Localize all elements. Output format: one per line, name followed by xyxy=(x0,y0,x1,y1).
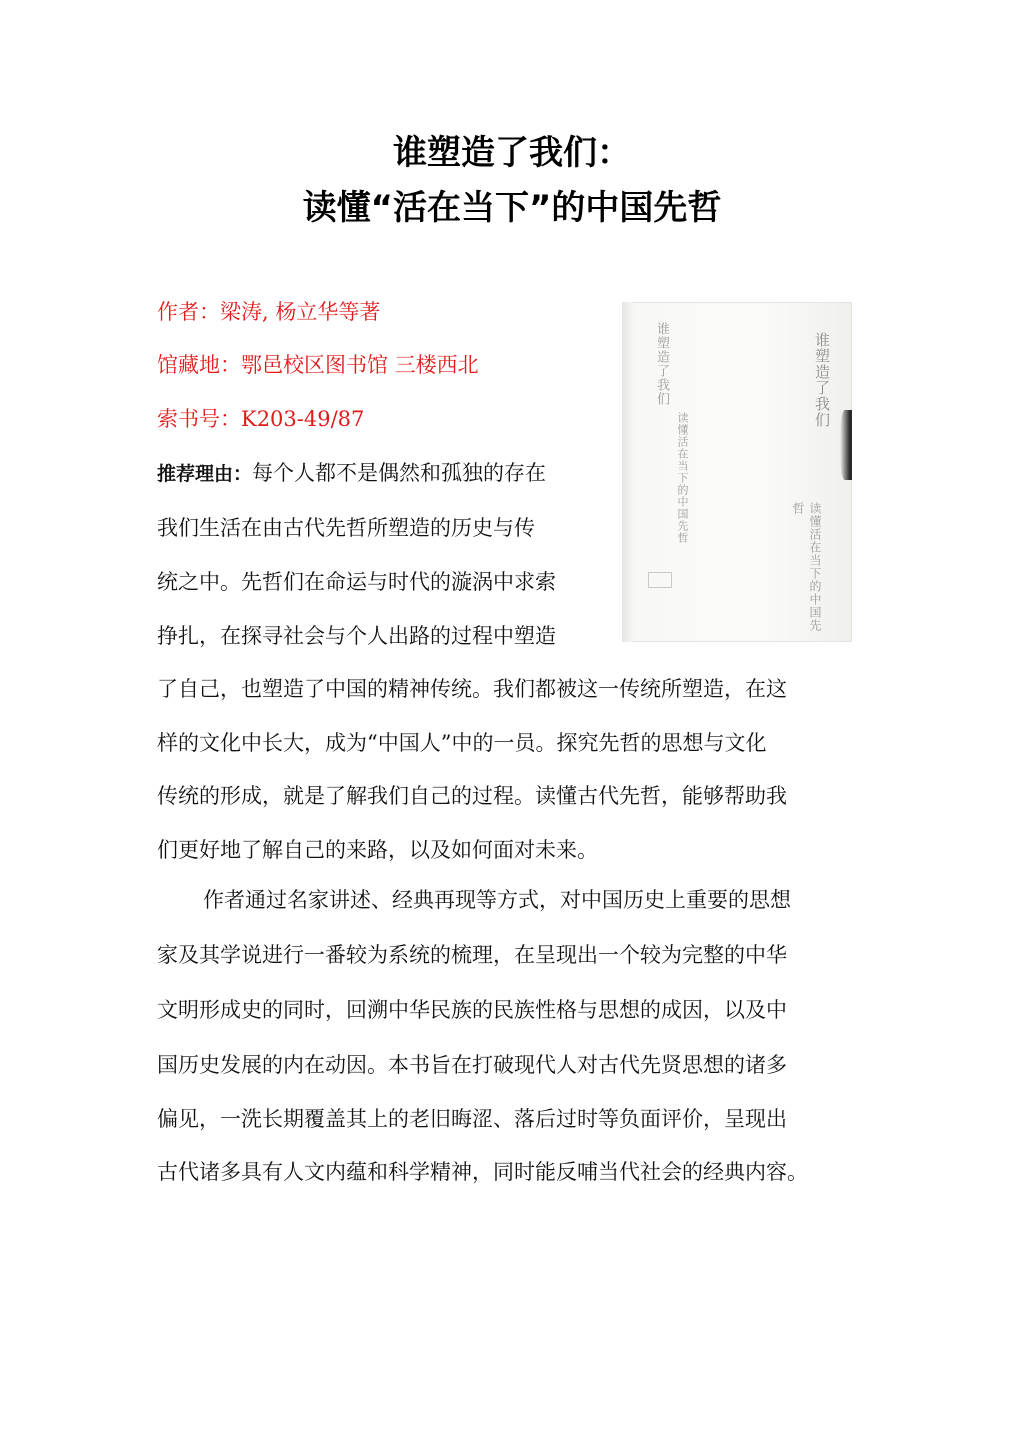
publisher-logo xyxy=(648,572,672,588)
recommendation-line: 我们生活在由古代先哲所塑造的历史与传 xyxy=(157,516,535,540)
spine-title: 谁塑造了我们 xyxy=(654,322,669,406)
recommendation-text: 每个人都不是偶然和孤独的存在 xyxy=(252,461,547,485)
paragraph-line: 古代诸多具有人文内蕴和科学精神，同时能反哺当代社会的经典内容。 xyxy=(157,1160,808,1184)
paragraph-line: 文明形成史的同时，回溯中华民族的民族性格与思想的成因，以及中 xyxy=(157,998,787,1022)
book-spine xyxy=(622,302,632,642)
library-location: 馆藏地：鄂邑校区图书馆 三楼西北 xyxy=(157,353,479,377)
author-info: 作者：梁涛, 杨立华等著 xyxy=(157,300,381,324)
recommendation-line: 了自己，也塑造了中国的精神传统。我们都被这一传统所塑造，在这 xyxy=(157,677,787,701)
recommendation-line xyxy=(157,458,546,489)
recommendation-line: 们更好地了解自己的来路，以及如何面对未来。 xyxy=(157,838,598,862)
paragraph-line: 国历史发展的内在动因。本书旨在打破现代人对古代先贤思想的诸多 xyxy=(157,1053,787,1077)
cover-shadow xyxy=(840,410,852,480)
paragraph-line: 作者通过名家讲述、经典再现等方式，对中国历史上重要的思想 xyxy=(203,888,791,912)
recommendation-label: 推荐理由： xyxy=(157,463,253,485)
cover-title: 谁塑造了我们 xyxy=(813,332,831,428)
spine-subtitle: 读懂活在当下的中国先哲 xyxy=(676,412,689,544)
page-title-line-1: 谁塑造了我们： xyxy=(393,133,631,173)
page-title-line-2: 读懂“活在当下”的中国先哲 xyxy=(302,188,722,228)
recommendation-line: 挣扎，在探寻社会与个人出路的过程中塑造 xyxy=(157,624,556,648)
cover-subtitle: 读懂活在当下的中国先哲 xyxy=(791,502,822,632)
recommendation-line: 传统的形成，就是了解我们自己的过程。读懂古代先哲，能够帮助我 xyxy=(157,784,787,808)
paragraph-line: 偏见，一洗长期覆盖其上的老旧晦涩、落后过时等负面评价，呈现出 xyxy=(157,1107,787,1131)
recommendation-line: 样的文化中长大，成为“中国人”中的一员。探究先哲的思想与文化 xyxy=(157,731,767,755)
paragraph-line: 家及其学说进行一番较为系统的梳理，在呈现出一个较为完整的中华 xyxy=(157,943,787,967)
call-number: 索书号：K203-49/87 xyxy=(157,407,365,431)
recommendation-line: 统之中。先哲们在命运与时代的漩涡中求索 xyxy=(157,570,556,594)
book-cover-image xyxy=(622,302,852,642)
